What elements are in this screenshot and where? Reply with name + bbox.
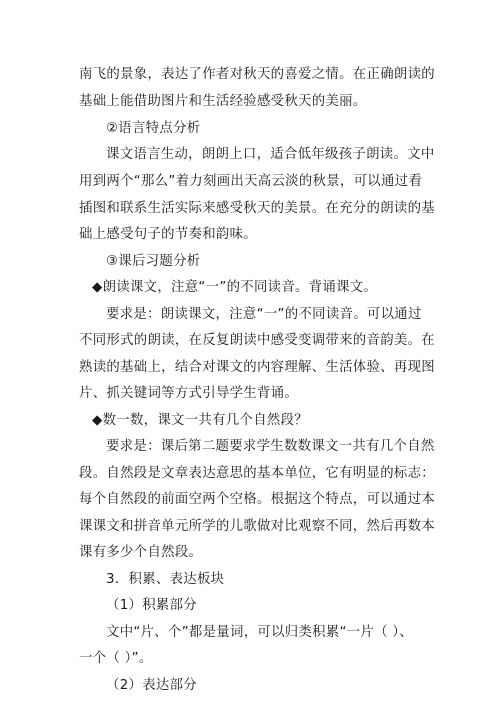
text-line: 片、抓关键词等方式引导学生背诵。 <box>79 386 299 401</box>
text-line: 础上感受句子的节奏和韵味。 <box>79 227 257 242</box>
text-line: 段。自然段是文章表达意思的基本单位，它有明显的标志： <box>79 466 435 481</box>
subsection-heading: （1）积累部分 <box>106 598 197 613</box>
text-line: 基础上能借助图片和生活经验感受秋天的美丽。 <box>79 94 367 109</box>
section-heading: ②语言特点分析 <box>106 121 201 136</box>
subsection-heading: （2）表达部分 <box>106 678 197 693</box>
text-line: 要求是：课后第二题要求学生数数课文一共有几个自然 <box>106 439 435 454</box>
text-line: 熟读的基础上，结合对课文的内容理解、生活体验、再现图 <box>79 360 435 375</box>
section-heading: ③课后习题分析 <box>106 254 201 269</box>
text-line: 文中“片、个”都是量词，可以归类积累“一片（ ）、 <box>106 625 414 640</box>
exercise-item: ◆朗读课文，注意“一”的不同读音。背诵课文。 <box>92 280 378 295</box>
section-heading: 3．积累、表达板块 <box>106 572 225 587</box>
text-line: 用到两个“那么”着力刻画出天高云淡的秋景，可以通过看 <box>79 174 423 189</box>
text-line: 课有多少个自然段。 <box>79 545 203 560</box>
text-line: 一个（ ）”。 <box>79 651 153 666</box>
text-line: 要求是：朗读课文，注意“一”的不同读音。可以通过 <box>106 307 422 322</box>
exercise-item: ◆数一数，课文一共有几个自然段？ <box>92 413 308 428</box>
text-line: 插图和联系生活实际来感受秋天的美景。在充分的朗读的基 <box>79 201 435 216</box>
text-line: 课课文和拼音单元所学的儿歌做对比观察不同，然后再数本 <box>79 519 435 534</box>
text-line: 不同形式的朗读，在反复朗读中感受变调带来的音韵美。在 <box>79 333 435 348</box>
text-line: 课文语言生动，朗朗上口，适合低年级孩子朗读。文中 <box>106 147 435 162</box>
text-line: 南飞的景象，表达了作者对秋天的喜爱之情。在正确朗读的 <box>79 67 435 82</box>
text-line: 每个自然段的前面空两个空格。根据这个特点，可以通过本 <box>79 492 435 507</box>
